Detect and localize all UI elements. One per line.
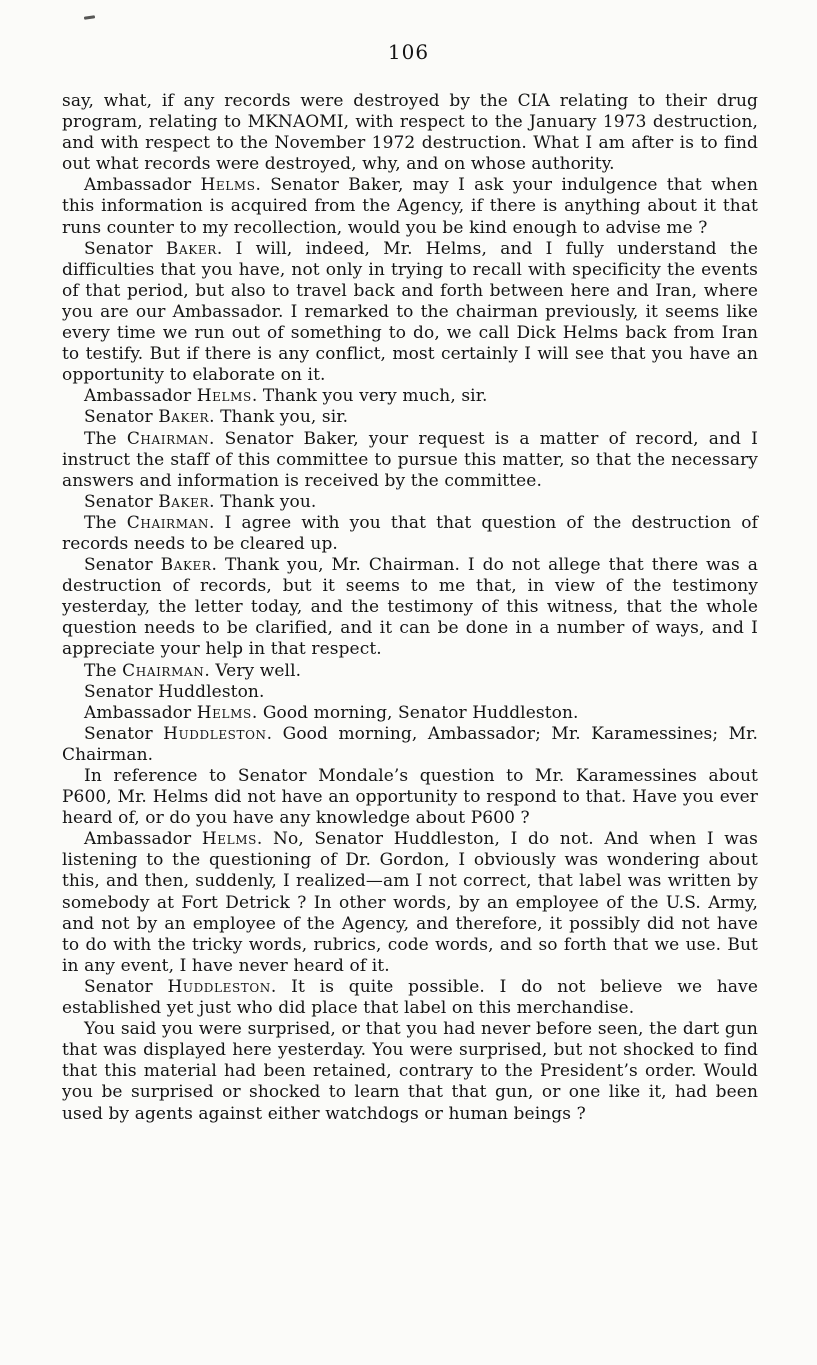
speaker-name: Huddleston — [163, 723, 267, 744]
paragraph — [62, 977, 758, 1019]
paragraph — [62, 766, 758, 829]
text-segment: Senator — [84, 238, 166, 259]
text-segment: say, what, if any records were destroyed by the CIA relating to their drug program, relating to MKNAOMI, with respect to the January 1973 destruction, and with respect to the November 1972 destruction. What I am after is to find out what records were destroyed, why, and on whose authority. — [62, 91, 758, 175]
paragraph — [62, 682, 758, 703]
text-segment: . I will, indeed, Mr. Helms, and I fully understand the difficulties that you have, not only in trying to recall with specificity the events of that period, but also to travel back and forth between here and Iran, where you are our Ambassador. I remarked to the chairman previously, it seems like every time we run out of something to do, we call Dick Helms back from Iran to testify. But if there is any conflict, most certainly I will see that you have an opportunity to elaborate on it. — [62, 238, 759, 386]
text-segment: . No, Senator Huddleston, I do not. And when I was listening to the questioning of Dr. Gordon, I obviously was wondering about this, and then, suddenly, I realized—am I not correct, that label was written by somebody at Fort Detrick ? In other words, by an employee of the U.S. Army, and not by an employee of the Agency, and therefore, it possibly did not have to do with the tricky words, rubrics, code words, and so forth that we use. But in any event, I have never heard of it. — [62, 829, 758, 976]
text-segment: . Thank you, sir. — [209, 407, 349, 428]
paragraph — [62, 175, 758, 238]
text-segment: Senator — [84, 555, 161, 576]
text-segment: . Thank you very much, sir. — [251, 386, 488, 407]
speaker-name: Chairman — [126, 512, 209, 533]
text-segment: Ambassador — [84, 702, 197, 723]
speaker-name: Baker — [160, 555, 212, 576]
text-segment: Senator — [84, 491, 159, 512]
text-segment: In reference to Senator Mondale’s question to Mr. Karamessines about P600, Mr. Helms did not have an opportunity to respond to that. Have you ever heard of, or do you have any knowledge about P600 ? — [62, 766, 758, 829]
text-segment: Senator — [84, 723, 164, 744]
paragraph — [62, 829, 758, 977]
paragraph — [62, 703, 758, 724]
paragraph — [62, 661, 758, 682]
paragraph — [62, 407, 758, 428]
paragraph — [62, 492, 758, 513]
paragraph — [62, 1019, 758, 1124]
paragraph — [62, 386, 758, 407]
text-segment: Ambassador — [84, 386, 197, 407]
text-segment: The — [84, 512, 127, 533]
text-segment: . Very well. — [204, 660, 302, 681]
paragraph — [62, 239, 758, 387]
text-segment: The — [84, 428, 127, 449]
text-segment: . Good morning, Senator Huddleston. — [251, 702, 579, 723]
transcript-body — [62, 91, 758, 1125]
paragraph — [62, 429, 758, 492]
speaker-name: Helms — [196, 702, 252, 723]
text-segment: You said you were surprised, or that you had never before seen, the dart gun that was displayed here yesterday. You were surprised, but not shocked to find that this material had been retained, contrary to the President’s order. Would you be surprised or shocked to learn that that gun, or one like it, had been used by agents against either watchdogs or human beings ? — [62, 1019, 758, 1124]
speaker-name: Baker — [158, 491, 210, 512]
speaker-name: Huddleston — [167, 976, 271, 997]
paragraph — [62, 91, 758, 175]
text-segment: . Senator Baker, your request is a matter of record, and I instruct the staff of this committee to pursue this matter, so that the necessary answers and information is received by the committee. — [62, 428, 758, 491]
text-segment: . It is quite possible. I do not believe we have established yet just who did place that label on this merchandise. — [62, 976, 758, 1019]
scan-artifact-mark — [84, 15, 95, 20]
speaker-name: Helms — [201, 829, 257, 850]
speaker-name: Helms — [200, 175, 256, 196]
paragraph — [62, 555, 758, 660]
text-segment: . Thank you, Mr. Chairman. I do not allege that there was a destruction of records, but it seems to me that, in view of the testimony yesterday, the letter today, and the testimony of this witness, that the whole question needs to be clarified, and it can be done in a number of ways, and I appreciate your help in that respect. — [62, 555, 759, 660]
speaker-name: Helms — [196, 386, 252, 407]
text-segment: Senator — [84, 407, 159, 428]
text-segment: Senator — [84, 976, 168, 997]
page-number: 106 — [387, 40, 430, 64]
speaker-name: Baker — [165, 238, 217, 259]
text-segment: The — [84, 660, 123, 681]
text-segment: Ambassador — [84, 829, 202, 850]
speaker-name: Baker — [158, 407, 210, 428]
text-segment: . I agree with you that that question of the destruction of records needs to be cleared up. — [62, 512, 758, 554]
text-segment: Ambassador — [84, 175, 201, 196]
text-segment: Senator Huddleston. — [84, 681, 265, 702]
paragraph — [62, 724, 758, 766]
text-segment: . Senator Baker, may I ask your indulgence that when this information is acquired from the Agency, if there is anything about it that runs counter to my recollection, would you be kind enough to advise me ? — [62, 175, 759, 238]
text-segment: . Thank you. — [209, 491, 317, 512]
text-segment: . Good morning, Ambassador; Mr. Karamessines; Mr. Chairman. — [62, 723, 759, 765]
paragraph — [62, 513, 758, 555]
speaker-name: Chairman — [122, 660, 205, 681]
speaker-name: Chairman — [126, 428, 209, 449]
